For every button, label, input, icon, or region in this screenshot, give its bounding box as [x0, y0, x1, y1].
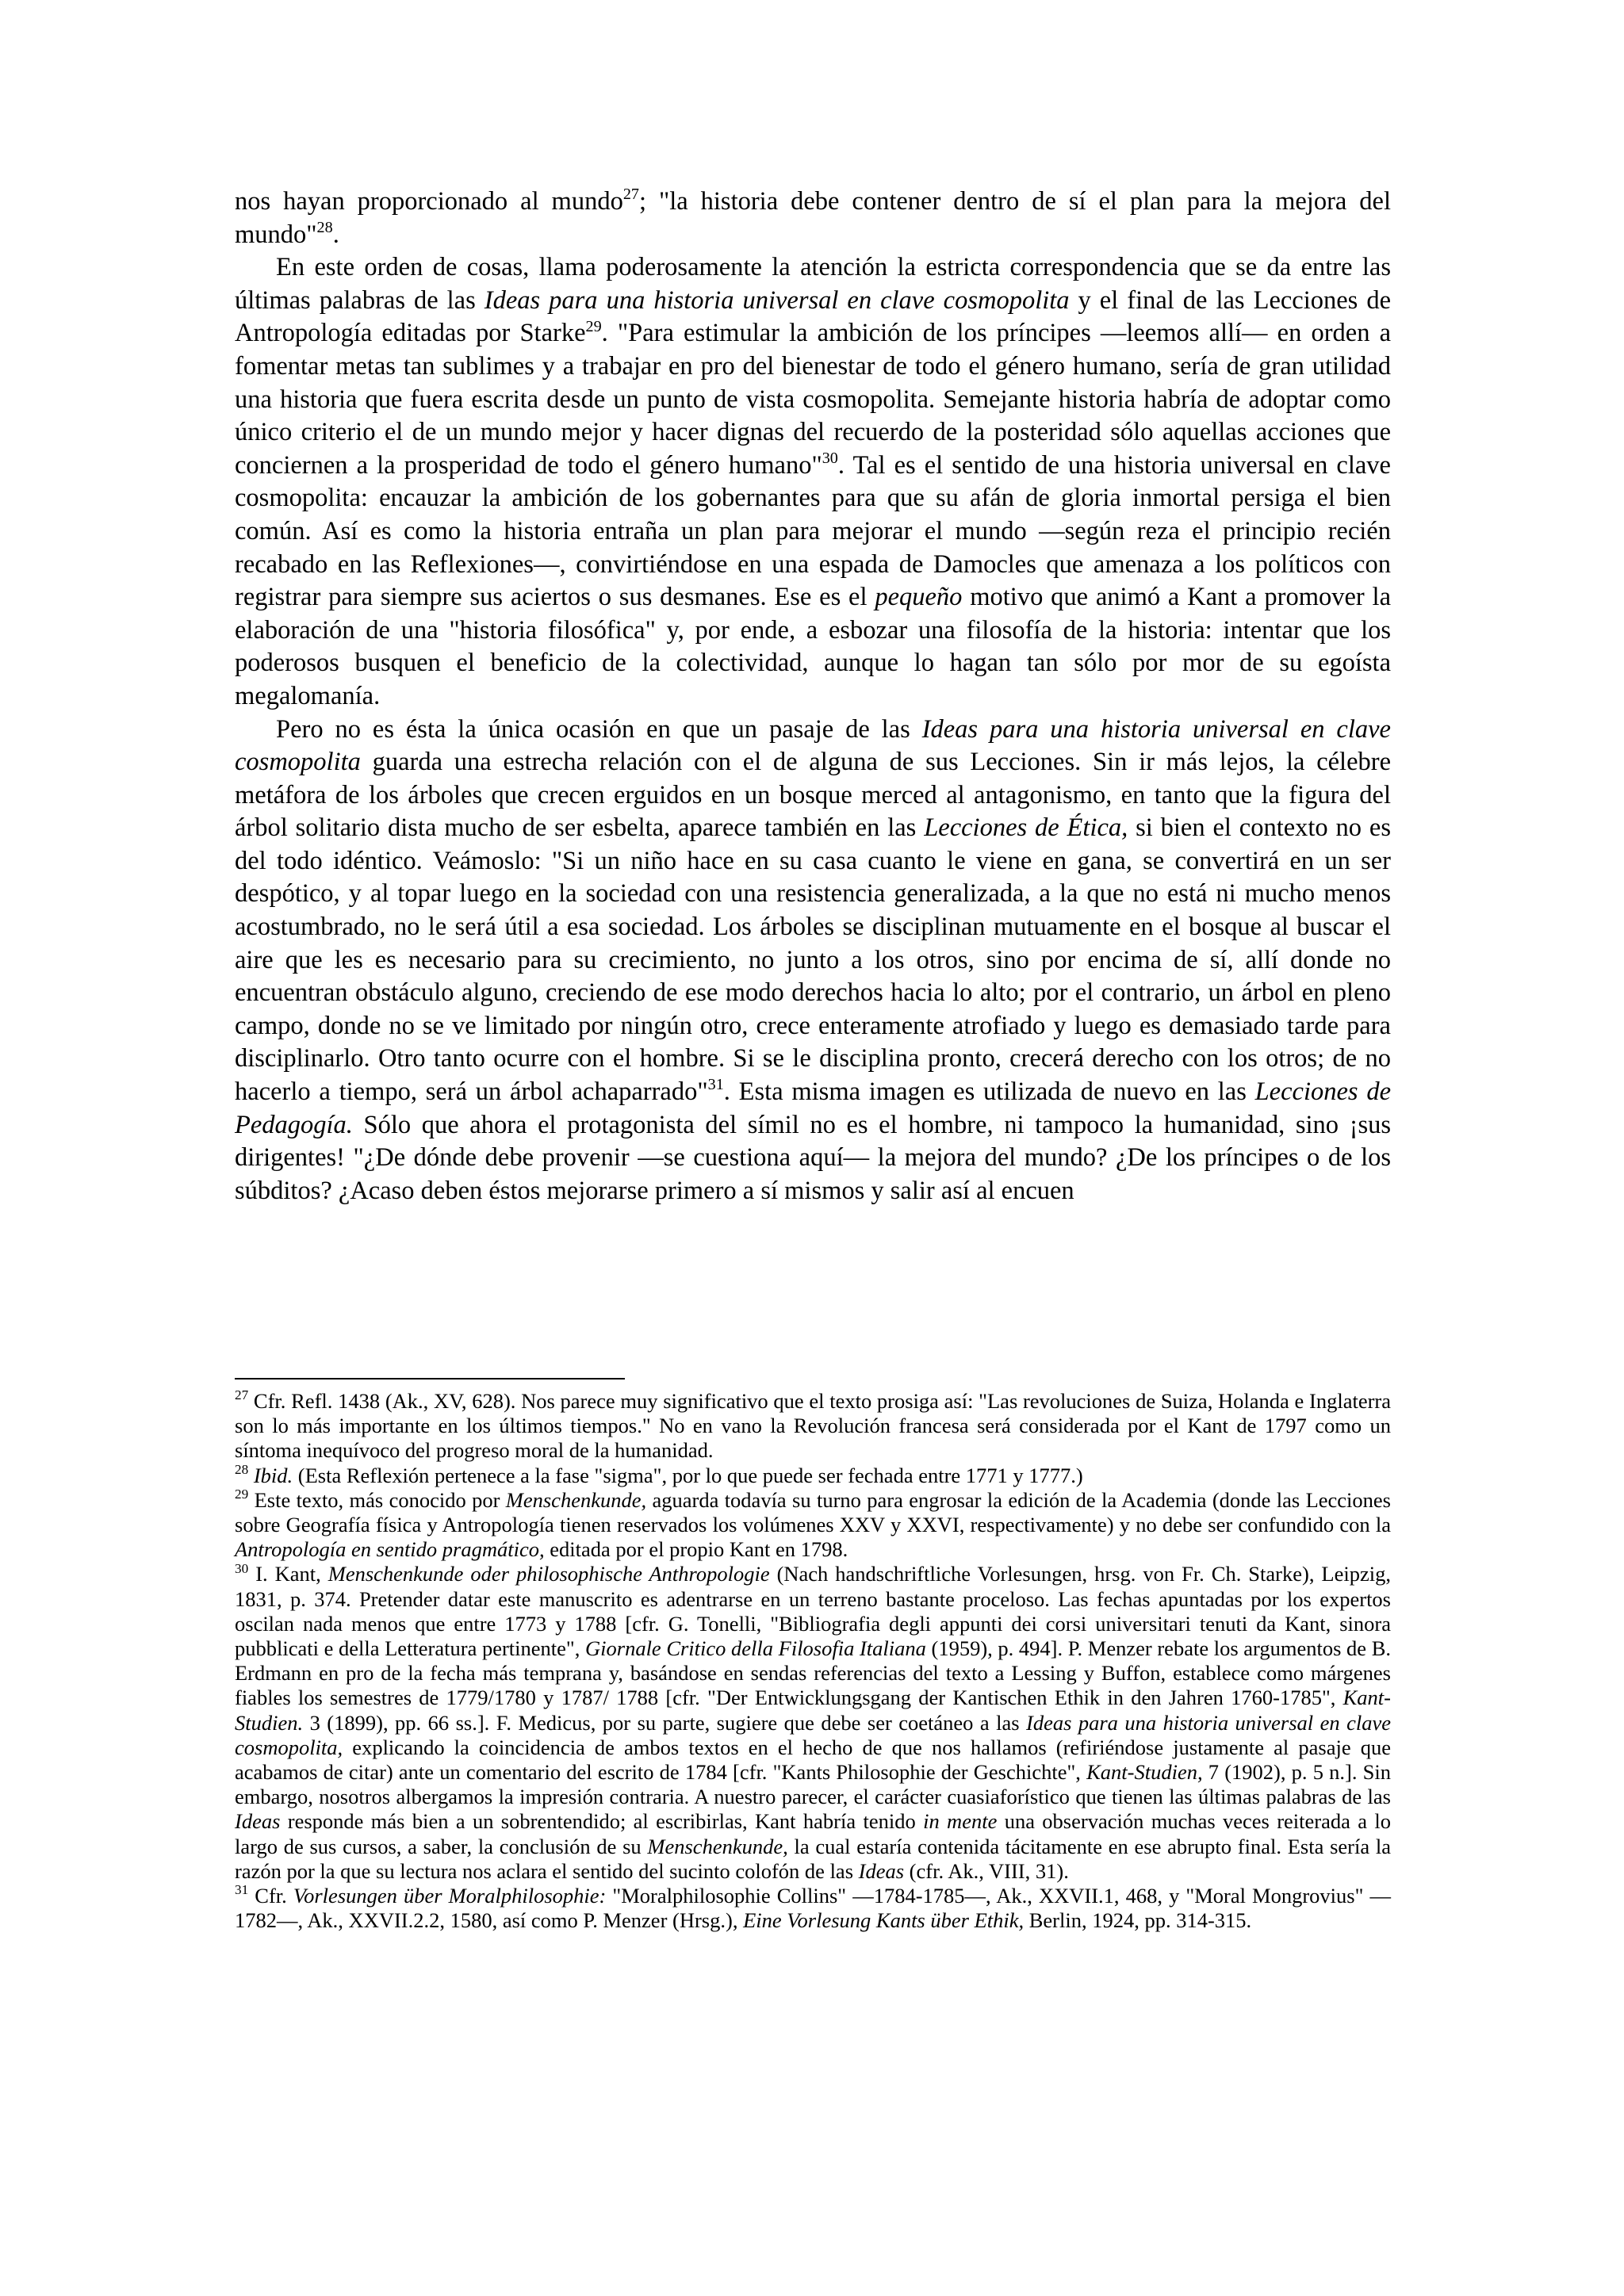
text-run: Cfr. Refl. 1438 (Ak., XV, 628). Nos parece muy significativo que el texto prosiga así: "Las revoluciones de Suiza, Holanda e Inglaterra son lo más importante en los últimos tiempos." No en vano la Revolución francesa será considerada por el Kant de 1797 como un síntoma inequívoco del progreso moral de la humanidad. [235, 1389, 1391, 1463]
text-run: (1959), p. 494]. P. Menzer rebate los argumentos de B. Erdmann en pro de la fecha más temprana y, basándose en sendas referencias del texto a Lessing y Buffon, establece como márgenes fiables los semestres de 1779/1780 y 1787/ 1788 [cfr. "Der Entwicklungsgang der Kantischen Ethik in den Jahren 1760-1785", [235, 1636, 1391, 1710]
italic-text: Eine Vorlesung Kants über Ethik, [743, 1908, 1025, 1933]
text-run: . [332, 220, 339, 249]
italic-text: Kant-Studien. [235, 1686, 1391, 1735]
italic-title: Ideas para una historia universal en clave cosmopolita [235, 714, 1391, 777]
italic-text: Ibid. [253, 1463, 293, 1487]
italic-emphasis: pequeño [875, 583, 963, 612]
footnote-31 [235, 1884, 1391, 1933]
text-run: (Nach handschriftliche Vorlesungen, hrsg. von Fr. Ch. Starke), Leipzig, 1831, p. 374. Pretender datar este manuscrito es adentrarse en un terreno bastante proceloso. Las fechas apuntadas por los expertos oscilan nada menos que entre 1773 y 1788 [cfr. G. Tonelli, "Bibliografia degli appunti dei corsi universitari tenuti da Kant, sinora pubblicati e della Letteratura pertinente", [235, 1562, 1391, 1661]
italic-text: Vorlesungen über Moralphilosophie: [293, 1884, 607, 1908]
footnote-ref-31[interactable]: 31 [707, 1076, 724, 1094]
text-run: aguarda todavía su turno para engrosar la edición de la Academia (donde las Lecciones sobre Geografía física y Antropología tienen reservados los volúmenes XXV y XXVI, respectivamente) y no debe ser confundido con la [235, 1487, 1391, 1537]
footnote-number: 27 [235, 1387, 249, 1403]
text-run: Este texto, más conocido por [248, 1487, 506, 1512]
paragraph-1 [235, 186, 1391, 251]
text-run: motivo que animó a Kant a promover la elaboración de una "historia filosófica" y, por ende, a esbozar una filosofía de la historia: intentar que los poderosos busquen el beneficio de la colectividad, aunque lo hagan tan sólo por mor de su egoísta megalomanía. [235, 583, 1392, 710]
text-run: (cfr. Ak., VIII, 31). [904, 1858, 1069, 1883]
paragraph-2 [235, 251, 1391, 713]
italic-text: Ideas [858, 1858, 905, 1883]
text-run: si bien el contexto no es del todo idéntico. Veámoslo: "Si un niño hace en su casa cuanto le viene en gana, se convertirá en un ser despótico, y al topar luego en la sociedad con una resistencia generalizada, a la que no está ni mucho menos acostumbrado, no le será útil a esa sociedad. Los árboles se disciplinan mutuamente en el bosque al buscar el aire que les es necesario para su crecimiento, no junto a los otros, sino por encima de sí, allí donde no encuentran obstáculo alguno, creciendo de ese modo derechos hacia lo alto; por el contrario, un árbol en pleno campo, donde no se ve limitado por ningún otro, crece enteramente atrofiado y luego es demasiado tarde para disciplinarlo. Otro tanto ocurre con el hombre. Si se le disciplina pronto, crecerá derecho con los otros; de no hacerlo a tiempo, será un árbol achaparrado" [235, 813, 1391, 1107]
italic-text: Ideas [235, 1809, 281, 1834]
text-run: En este orden de cosas, llama poderosamente la atención la estricta correspondencia que se da entre las últimas palabras de las [235, 253, 1391, 315]
text-run: (Esta Reflexión pertenece a la fase "sigma", por lo que puede ser fechada entre 1771 y 1777.) [293, 1463, 1083, 1487]
footnote-ref-29[interactable]: 29 [585, 317, 602, 335]
text-run: una observación muchas veces reiterada a lo largo de sus cursos, a saber, la conclusión de su [235, 1809, 1391, 1858]
italic-text: in mente [923, 1809, 998, 1834]
italic-title: Lecciones de Pedagogía. [235, 1077, 1391, 1139]
text-run: . "Para estimular la ambición de los príncipes —leemos allí— en orden a fomentar metas tan sublimes y a trabajar en pro del bienestar de todo el género humano, sería de gran utilidad una historia que fuera escrita desde un punto de vista cosmopolita. Semejante historia habría de adoptar como único criterio el de un mundo mejor y hacer dignas del recuerdo de la posteridad sólo aquellas acciones que conciernen a la prosperidad de todo el género humano" [235, 319, 1392, 480]
footnote-28 [235, 1461, 1391, 1488]
text-run: I. Kant, [248, 1562, 328, 1586]
paragraph-3 [235, 714, 1391, 1208]
footnote-separator [235, 1378, 625, 1380]
text-run: "Moralphilosophie Collins" —1784-1785—, Ak., XXVII.1, 468, y "Moral Mongrovius" —1782—, Ak., XXVII.2.2, 1580, así como P. Menzer (Hrsg.), [235, 1884, 1391, 1933]
footnote-ref-28[interactable]: 28 [316, 218, 333, 236]
footnote-29 [235, 1488, 1391, 1563]
italic-text: Menschenkunde, [505, 1487, 647, 1512]
text-run: editada por el propio Kant en 1798. [544, 1537, 848, 1562]
italic-text: Menschenkunde, [647, 1834, 788, 1858]
footnote-number: 28 [235, 1461, 249, 1477]
text-run: ; "la historia debe contener dentro de sí el plan para la mejora del mundo" [235, 187, 1391, 249]
italic-text: Menschenkunde oder philosophische Anthropologie [327, 1562, 770, 1586]
text-run: responde más bien a un sobrentendido; al escribirlas, Kant habría tenido [280, 1809, 924, 1834]
text-run: guarda una estrecha relación con el de alguna de sus Lecciones. Sin ir más lejos, la célebre metáfora de los árboles que crecen erguidos en un bosque merced al antagonismo, en tanto que la figura del árbol solitario dista mucho de ser esbelta, aparece también en las [235, 748, 1391, 843]
italic-text: Antropología en sentido pragmático, [235, 1537, 545, 1562]
main-text [235, 186, 1391, 1207]
footnote-ref-30[interactable]: 30 [822, 449, 838, 467]
text-run: nos hayan proporcionado al mundo [235, 187, 623, 216]
footnote-number: 31 [235, 1882, 249, 1898]
footnote-number: 30 [235, 1560, 249, 1576]
text-run: y el final de las Lecciones de Antropología editadas por Starke [235, 285, 1391, 348]
text-run: la cual estaría contenida tácitamente en ese abrupto final. Esta sería la razón por la que su lectura nos aclara el sentido del sucinto colofón de las [235, 1834, 1391, 1883]
italic-text: Giornale Critico della Filosofia Italiana [585, 1636, 926, 1661]
footnotes [235, 1389, 1391, 1933]
text-run: Pero no es ésta la única ocasión en que un pasaje de las [276, 714, 922, 744]
footnote-30 [235, 1562, 1391, 1884]
text-run: Sólo que ahora el protagonista del símil no es el hombre, ni tampoco la humanidad, sino ¡sus dirigentes! "¿De dónde debe provenir —se cuestiona aquí— la mejora del mundo? ¿De los príncipes o de los súbditos? ¿Acaso deben éstos mejorarse primero a sí mismos y salir así al encuen [235, 1110, 1391, 1205]
text-run: 3 (1899), pp. 66 ss.]. F. Medicus, por su parte, sugiere que debe ser coetáneo a las [303, 1710, 1026, 1735]
text-run: explicando la coincidencia de ambos textos en el hecho de que nos hallamos (refiriéndose justamente al pasaje que acabamos de citar) ante un comentario del escrito de 1784 [cfr. "Kants Philosophie der Geschichte", [235, 1735, 1391, 1785]
footnote-27 [235, 1389, 1391, 1464]
text-run: . Tal es el sentido de una historia universal en clave cosmopolita: encauzar la ambición de los gobernantes para que su afán de gloria inmortal persiga el bien común. Así es como la historia entraña un plan para mejorar el mundo —según reza el principio recién recabado en las Reflexiones—, convirtiéndose en una espada de Damocles que amenaza a los políticos con registrar para siempre sus aciertos o sus desmanes. Ese es el [235, 450, 1391, 612]
italic-title: Ideas para una historia universal en clave cosmopolita [484, 285, 1070, 315]
text-run: Berlin, 1924, pp. 314-315. [1024, 1908, 1252, 1933]
italic-text: Kant-Studien, [1086, 1760, 1203, 1785]
text-run: 7 (1902), p. 5 n.]. Sin embargo, nosotros albergamos la impresión contraria. A nuestro parecer, el carácter cuasiaforístico que tienen las últimas palabras de las [235, 1760, 1392, 1809]
footnote-number: 29 [235, 1487, 249, 1502]
text-run: Cfr. [248, 1884, 293, 1908]
italic-text: Ideas para una historia universal en clave cosmopolita, [235, 1710, 1391, 1759]
text-run: . Esta misma imagen es utilizada de nuevo en las [723, 1077, 1255, 1107]
footnote-ref-27[interactable]: 27 [622, 186, 639, 204]
italic-title: Lecciones de Ética, [924, 813, 1128, 843]
